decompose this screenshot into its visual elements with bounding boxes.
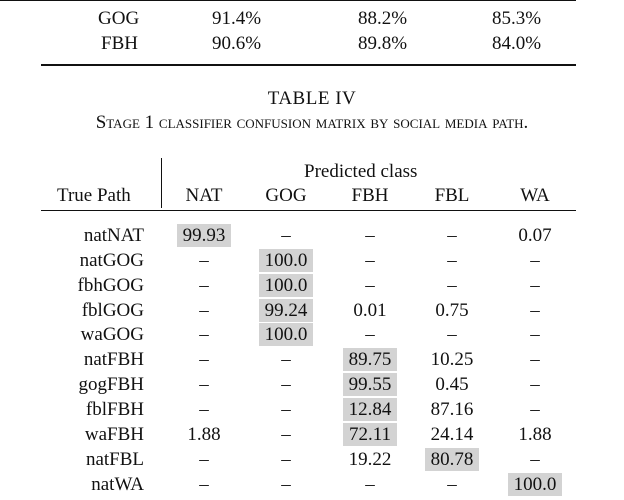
- top-cell: 90.6%: [212, 33, 262, 54]
- top-row-label: FBH: [101, 33, 138, 54]
- row-label: fblFBH: [85, 399, 144, 420]
- matrix-cell: –: [199, 275, 209, 296]
- top-table-bottom-rule: [41, 64, 576, 66]
- matrix-cell: 1.88: [187, 424, 221, 445]
- matrix-cell: –: [365, 275, 375, 296]
- matrix-cell: –: [199, 474, 209, 495]
- matrix-cell: –: [530, 324, 540, 345]
- matrix-cell-highlighted: 100.0: [259, 323, 313, 346]
- matrix-cell: –: [365, 474, 375, 495]
- matrix-cell: –: [365, 324, 375, 345]
- matrix-cell: –: [199, 250, 209, 271]
- top-cell: 91.4%: [212, 8, 262, 29]
- matrix-cell: –: [281, 349, 291, 370]
- matrix-cell: 0.01: [353, 300, 387, 321]
- matrix-cell: 87.16: [430, 399, 474, 420]
- row-header: True Path: [57, 185, 131, 206]
- matrix-cell: –: [199, 374, 209, 395]
- matrix-cell: 10.25: [430, 349, 474, 370]
- matrix-cell: 0.45: [435, 374, 469, 395]
- matrix-cell: –: [530, 300, 540, 321]
- matrix-cell: –: [447, 324, 457, 345]
- matrix-cell: 0.75: [435, 300, 469, 321]
- matrix-cell: –: [447, 275, 457, 296]
- matrix-cell-highlighted: 100.0: [259, 249, 313, 272]
- matrix-cell: –: [281, 449, 291, 470]
- matrix-cell-highlighted: 100.0: [259, 274, 313, 297]
- matrix-cell: –: [281, 474, 291, 495]
- matrix-cell: –: [199, 449, 209, 470]
- row-label: waFBH: [84, 424, 144, 445]
- row-label: fblGOG: [81, 300, 144, 321]
- matrix-cell-highlighted: 89.75: [343, 348, 397, 371]
- column-header-gog: GOG: [265, 185, 307, 206]
- matrix-cell: –: [281, 374, 291, 395]
- table-title: TABLE IV: [267, 88, 357, 109]
- table-caption: Stage 1 classifier confusion matrix by social media path.: [95, 112, 529, 133]
- matrix-cell: –: [199, 399, 209, 420]
- top-cell: 85.3%: [492, 8, 542, 29]
- row-label: gogFBH: [78, 374, 144, 395]
- header-rule: [41, 210, 576, 211]
- column-header-fbl: FBL: [434, 185, 470, 206]
- top-rule: [0, 0, 576, 1]
- group-header: Predicted class: [304, 161, 418, 182]
- matrix-cell: –: [281, 399, 291, 420]
- matrix-cell: –: [530, 399, 540, 420]
- matrix-cell: –: [365, 225, 375, 246]
- column-header-wa: WA: [520, 185, 550, 206]
- matrix-cell: 0.07: [518, 225, 552, 246]
- matrix-cell: –: [530, 374, 540, 395]
- matrix-cell-highlighted: 99.24: [259, 299, 313, 322]
- column-divider: [161, 158, 162, 208]
- top-row-label: GOG: [98, 8, 140, 29]
- matrix-cell-highlighted: 72.11: [343, 423, 397, 446]
- row-label: fbhGOG: [77, 275, 144, 296]
- matrix-cell: 19.22: [348, 449, 392, 470]
- row-label: natWA: [91, 474, 144, 495]
- matrix-cell: 24.14: [430, 424, 474, 445]
- matrix-cell: –: [281, 424, 291, 445]
- column-header-fbh: FBH: [351, 185, 389, 206]
- matrix-cell: –: [530, 349, 540, 370]
- row-label: natNAT: [83, 225, 144, 246]
- matrix-cell: –: [530, 250, 540, 271]
- matrix-cell-highlighted: 80.78: [425, 448, 479, 471]
- row-label: natFBL: [85, 449, 144, 470]
- top-cell: 89.8%: [358, 33, 408, 54]
- matrix-cell-highlighted: 99.93: [177, 224, 231, 247]
- matrix-cell: –: [199, 349, 209, 370]
- row-label: natFBH: [83, 349, 144, 370]
- matrix-cell: –: [530, 275, 540, 296]
- top-cell: 84.0%: [492, 33, 542, 54]
- matrix-cell: –: [530, 449, 540, 470]
- matrix-cell: –: [199, 300, 209, 321]
- matrix-cell: –: [447, 250, 457, 271]
- row-label: natGOG: [79, 250, 144, 271]
- top-cell: 88.2%: [358, 8, 408, 29]
- column-header-nat: NAT: [185, 185, 223, 206]
- matrix-cell: –: [365, 250, 375, 271]
- matrix-cell: 1.88: [518, 424, 552, 445]
- matrix-cell: –: [281, 225, 291, 246]
- matrix-cell-highlighted: 12.84: [343, 398, 397, 421]
- matrix-cell-highlighted: 100.0: [508, 473, 562, 496]
- matrix-cell: –: [447, 225, 457, 246]
- matrix-cell: –: [199, 324, 209, 345]
- matrix-cell-highlighted: 99.55: [343, 373, 397, 396]
- row-label: waGOG: [80, 324, 144, 345]
- matrix-cell: –: [447, 474, 457, 495]
